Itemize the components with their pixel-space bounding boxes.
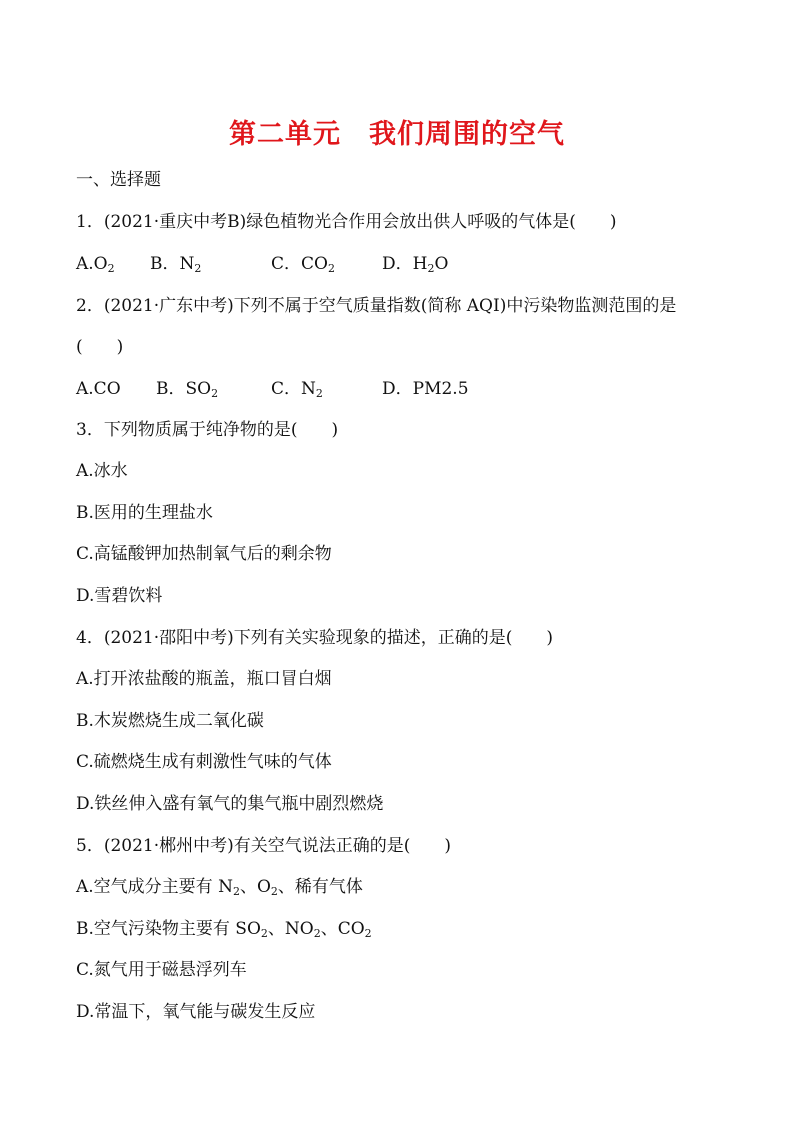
option-c: C．$CO_2$ — [271, 254, 335, 275]
question-3-option-a: A.冰水 — [76, 461, 128, 481]
question-2-stem: 2．(2021·广东中考)下列不属于空气质量指数(简称 AQI)中污染物监测范围的是 — [76, 296, 677, 316]
question-4-option-d: D.铁丝伸入盛有氧气的集气瓶中剧烈燃烧 — [76, 794, 384, 814]
question-3-option-b: B.医用的生理盐水 — [76, 503, 213, 523]
option-a: $A.O_2$ — [76, 254, 115, 275]
option-b: B．$SO_2$ — [156, 379, 219, 400]
question-3-stem: 3．下列物质属于纯净物的是( ) — [76, 420, 339, 440]
question-5-option-c: C.氮气用于磁悬浮列车 — [76, 960, 247, 980]
question-4-stem: 4．(2021·邵阳中考)下列有关实验现象的描述，正确的是( ) — [76, 628, 554, 648]
question-4-option-c: C.硫燃烧生成有刺激性气味的气体 — [76, 752, 332, 772]
question-4-option-b: B.木炭燃烧生成二氧化碳 — [76, 711, 264, 731]
question-3-option-d: D.雪碧饮料 — [76, 586, 163, 606]
option-c: C．$N_2$ — [271, 379, 323, 400]
option-d: D．$H_2O$ — [382, 254, 449, 275]
question-5-stem: 5．(2021·郴州中考)有关空气说法正确的是( ) — [76, 836, 452, 856]
option-b: B．$N_2$ — [150, 254, 202, 275]
page-title: 第二单元 我们周围的空气 — [229, 119, 565, 150]
question-1-stem: 1．(2021·重庆中考B)绿色植物光合作用会放出供人呼吸的气体是( ) — [76, 212, 617, 232]
section-heading: 一、选择题 — [76, 170, 161, 190]
question-5-option-d: D.常温下，氧气能与碳发生反应 — [76, 1002, 316, 1022]
option-d: D．PM2.5 — [382, 379, 469, 399]
question-3-option-c: C.高锰酸钾加热制氧气后的剩余物 — [76, 544, 332, 564]
question-4-option-a: A.打开浓盐酸的瓶盖，瓶口冒白烟 — [76, 669, 332, 689]
question-5-option-b: B.空气污染物主要有 $SO_2$、$NO_2$、$CO_2$ — [76, 919, 372, 940]
question-5-option-a: A.空气成分主要有 $N_2$、$O_2$、稀有气体 — [76, 877, 363, 898]
option-a: A.CO — [76, 379, 121, 399]
question-2-stem-cont: ( ) — [76, 337, 124, 357]
